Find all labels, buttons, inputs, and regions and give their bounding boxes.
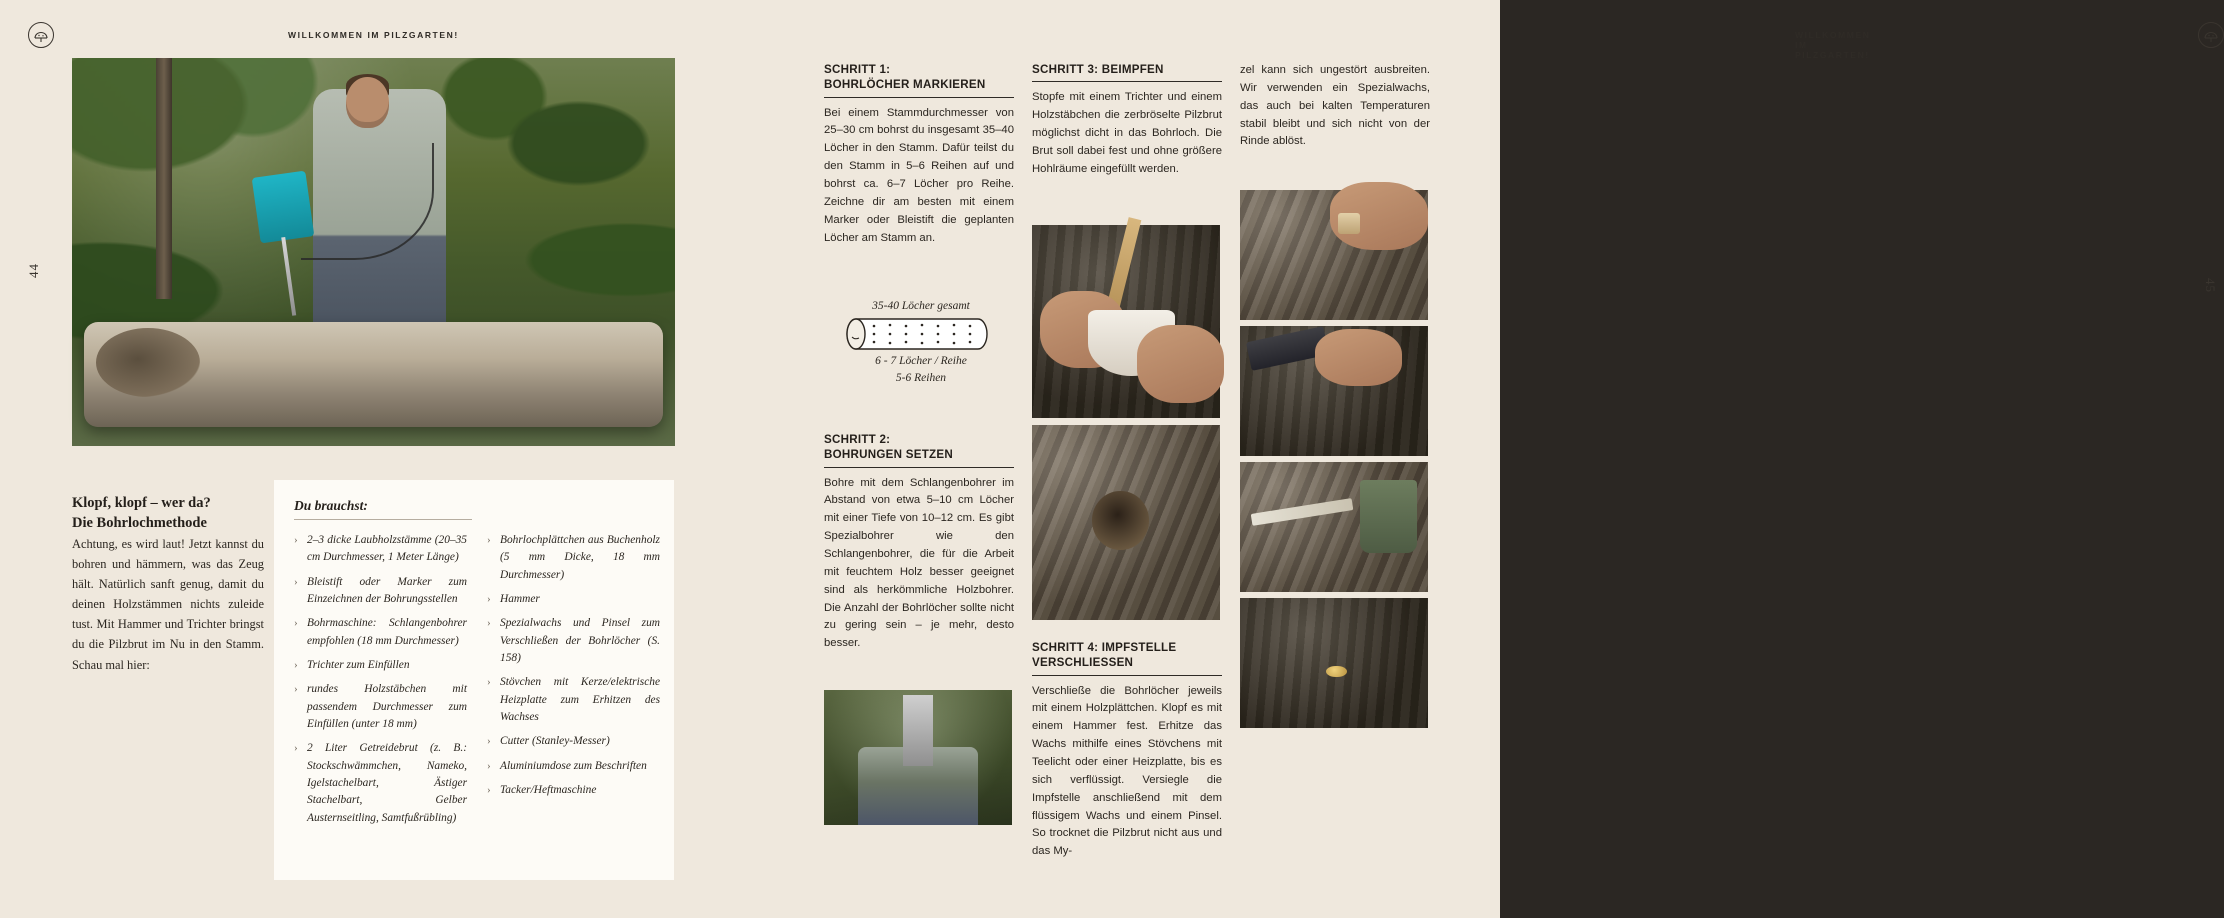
list-item: › Tacker/Heftmaschine <box>487 782 660 799</box>
list-item: › Bohrmaschine: Schlangenbohrer empfohlen (18 mm Durchmesser) <box>294 615 467 650</box>
running-head-right: WILLKOMMEN IM PILZGARTEN! <box>1795 30 1871 60</box>
wooden-plug <box>1338 213 1361 234</box>
diagram-label-rows: 5-6 Reihen <box>895 371 947 384</box>
drill-hole <box>1092 491 1148 550</box>
diagram-bottom-labels <box>836 353 1006 386</box>
section-heading <box>72 494 262 533</box>
section-intro-text: Achtung, es wird laut! Jetzt kannst du bohren und hämmern, was das Zeug hält. Natürlich sanft genug, damit du deinen Holzstämmen nichts zuleide tust. Mit Hammer und Trichter bringst du die Pilzbrut im Nu in den Stamm. Schau mal hier: <box>72 537 264 672</box>
list-item: › Hammer <box>487 591 660 608</box>
step-1-body: Bei einem Stammdurchmesser von 25–30 cm bohrst du insgesamt 35–40 Löcher in den Stamm. Dafür teilst du den Stamm in 5–6 Reihen auf und bohrst ca. 6–7 Löcher pro Reihe. Zeichne dir am besten mit einem Marker oder Bleistift die geplanten Löcher am Stamm an. <box>824 106 1014 244</box>
list-item: › Bohrlochplättchen aus Buchenholz (5 mm Dicke, 18 mm Durchmesser) <box>487 532 660 584</box>
list-item: › Aluminiumdose zum Beschriften <box>487 758 660 775</box>
materials-column-1 <box>294 532 467 834</box>
step-4-body: Verschließe die Bohrlöcher jeweils mit einem Holzplättchen. Klopf es mit einem Hammer fest. Erhitze das Wachs mithilfe eines Stövchens mit Teelicht oder einer Heizplatte, bis es sich verflüssigt. Versiegle die Impfstelle anschließend mit dem flüssigem Wachs und einem Pinsel. So trocknet die Pilzbrut nicht aus und das My- <box>1032 684 1222 858</box>
page-number-left: 44 <box>26 263 41 278</box>
drill-bit <box>903 695 933 765</box>
hardwood-log <box>84 322 663 427</box>
materials-column-2 <box>487 532 660 834</box>
photo-wax-brush <box>1240 462 1428 592</box>
section-heading-line1: Klopf, klopf – wer da? <box>72 495 211 511</box>
page-number-right: 45 <box>2203 278 2218 293</box>
list-item: › Cutter (Stanley-Messer) <box>487 733 660 750</box>
paint-brush <box>1251 498 1353 525</box>
step-2-title <box>824 432 1014 468</box>
log-diagram <box>836 300 1006 412</box>
list-item: › 2 Liter Getreidebrut (z. B.: Stockschwämmchen, Nameko, Igelstachelbart, Ästiger Stachelbart, Gelber Austernseitling, Samtfußrübling) <box>294 740 467 827</box>
photo-funnel-filling <box>1032 225 1220 418</box>
running-head-left: WILLKOMMEN IM PILZGARTEN! <box>288 30 459 40</box>
list-item: › Trichter zum Einfüllen <box>294 657 467 674</box>
column-step-3 <box>1032 62 1222 179</box>
materials-title: Du brauchst: <box>294 498 472 520</box>
list-item: › Bleistift oder Marker zum Einzeichnen der Bohrungsstellen <box>294 574 467 609</box>
log-sketch-icon <box>846 315 996 351</box>
continuation-body: zel kann sich ungestört ausbreiten. Wir verwenden ein Spezialwachs, das auch bei kalten Temperaturen stabil bleibt und sich nicht von der Rinde ablöst. <box>1240 64 1430 148</box>
hand-holding-plug <box>1315 329 1401 386</box>
step-3-title: SCHRITT 3: BEIMPFEN <box>1032 62 1222 82</box>
tree-trunk <box>156 58 172 299</box>
step-2-title-line1: SCHRITT 2: <box>824 433 891 446</box>
wax-seal <box>1326 666 1347 678</box>
photo-drilling-legs <box>824 690 1012 825</box>
list-item: › 2–3 dicke Laubholzstämme (20–35 cm Durchmesser, 1 Meter Länge) <box>294 532 467 567</box>
list-item: › Stövchen mit Kerze/elektrische Heizplatte zum Erhitzen des Wachses <box>487 674 660 726</box>
step-1-title <box>824 62 1014 98</box>
publisher-logo-icon <box>28 22 54 48</box>
photo-drilled-log <box>1032 425 1220 620</box>
materials-columns <box>294 532 660 834</box>
column-continuation <box>1240 62 1430 151</box>
photo-sealed-hole <box>1240 598 1428 728</box>
hero-photo-drilling <box>72 58 675 446</box>
step-1-title-line1: SCHRITT 1: <box>824 63 891 76</box>
wax-cup <box>1360 480 1416 553</box>
list-item: › Spezialwachs und Pinsel zum Verschließen der Bohrlöcher (S. 158) <box>487 615 660 667</box>
publisher-logo-icon-right <box>2198 22 2224 48</box>
left-page <box>0 0 750 918</box>
diagram-label-holes-per-row: 6 - 7 Löcher / Reihe <box>875 355 967 367</box>
column-step-2 <box>824 432 1014 653</box>
step-4-title <box>1032 640 1222 676</box>
step-3-body: Stopfe mit einem Trichter und einem Holzstäbchen die zerbröselte Pilzbrut möglichst dicht in das Bohrloch. Die Brut soll dabei fest und ohne größere Hohlräume eingefüllt werden. <box>1032 91 1222 175</box>
diagram-top-label: 35-40 Löcher gesamt <box>872 300 970 312</box>
step-2-body: Bohre mit dem Schlangenbohrer im Abstand von etwa 5–10 cm Löcher mit einer Tiefe von 10–12 cm. Es gibt Spezialbohrer wie den Schlangenbohrer, die für die Arbeit mit feuchtem Holz besser geeignet sind als herkömmliche Holzbohrer. Die Anzahl der Bohrlöcher sollte nicht zu gering sein – je mehr, desto besser. <box>824 476 1014 650</box>
photo-hammering-plug <box>1240 326 1428 456</box>
photo-plug-insert <box>1240 190 1428 320</box>
person-head <box>346 77 388 127</box>
section-heading-line2: Die Bohrlochmethode <box>72 514 207 531</box>
column-step-4 <box>1032 640 1222 861</box>
materials-box <box>274 480 674 880</box>
column-step-1 <box>824 62 1014 247</box>
hand-right <box>1137 325 1223 402</box>
step-2-title-line2: BOHRUNGEN SETZEN <box>824 448 953 462</box>
step-4-title-line2: VERSCHLIESSEN <box>1032 656 1134 670</box>
step-4-title-line1: SCHRITT 4: IMPFSTELLE <box>1032 641 1177 654</box>
step-1-title-line2: BOHRLÖCHER MARKIEREN <box>824 78 986 92</box>
list-item: › rundes Holzstäbchen mit passendem Durchmesser zum Einfüllen (unter 18 mm) <box>294 681 467 733</box>
